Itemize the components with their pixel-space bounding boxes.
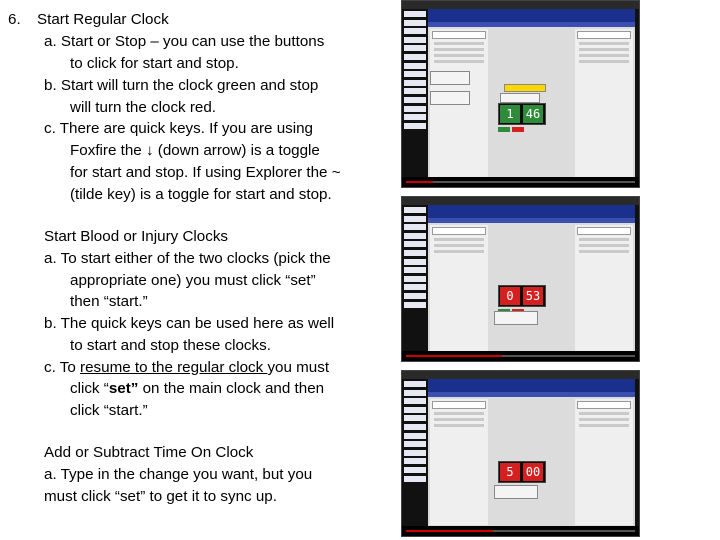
right-wrestler-panel xyxy=(575,399,633,525)
blood-time-box xyxy=(430,71,470,85)
blood-item-b: b. The quick keys can be used here as well xyxy=(44,315,335,332)
no-clear-jog-button[interactable] xyxy=(504,84,546,92)
clock-label-box xyxy=(500,93,540,103)
clock-seconds: 46 xyxy=(523,105,543,123)
time-item-a: a. Type in the change you want, but you xyxy=(44,466,313,483)
match-subheader xyxy=(428,218,635,223)
clock-minutes: 1 xyxy=(500,105,520,123)
blood-item-c-underlined: resume to the regular clock xyxy=(80,359,268,376)
time-adjust-box[interactable] xyxy=(494,485,538,499)
item-b-cont: will turn the clock red. xyxy=(70,99,217,116)
blood-item-c-cont1-lead: click “ xyxy=(70,380,109,397)
blood-item-b-cont: to start and stop these clocks. xyxy=(70,337,271,354)
screenshot-blood-clock xyxy=(401,196,640,362)
left-wrestler-panel xyxy=(430,399,488,525)
blood-item-a-cont1: appropriate one) you must click “set” xyxy=(70,272,316,289)
clock-minutes: 5 xyxy=(500,463,520,481)
blood-item-a: a. To start either of the two clocks (pick the xyxy=(44,250,331,267)
stop-button[interactable] xyxy=(512,127,524,132)
item-b: b. Start will turn the clock green and stop xyxy=(44,77,319,94)
video-progress[interactable] xyxy=(406,181,433,183)
main-clock xyxy=(498,103,546,125)
match-header xyxy=(428,9,635,22)
video-controls xyxy=(402,526,639,536)
window-titlebar xyxy=(402,371,639,379)
screenshot-adjust-time xyxy=(401,370,640,537)
blood-time-box xyxy=(494,311,538,325)
right-wrestler-panel xyxy=(575,29,633,179)
item-c-cont1: Foxfire the ↓ (down arrow) is a toggle xyxy=(70,142,320,159)
nav-menu xyxy=(404,11,426,131)
match-subheader xyxy=(428,392,635,397)
scoreboard-window xyxy=(428,205,635,351)
main-clock xyxy=(498,461,546,483)
blood-item-c-set-bold: set” xyxy=(108,380,139,397)
clock-seconds: 53 xyxy=(523,287,543,305)
item-a: a. Start or Stop – you can use the buttons xyxy=(44,33,325,50)
blood-item-a-cont2: then “start.” xyxy=(70,293,148,310)
clock-seconds: 00 xyxy=(523,463,543,481)
screenshot-regular-clock xyxy=(401,0,640,188)
window-titlebar xyxy=(402,1,639,9)
main-clock xyxy=(498,285,546,307)
heading-add-subtract-time: Add or Subtract Time On Clock xyxy=(44,444,254,461)
blood-item-c-cont2: click “start.” xyxy=(70,402,148,419)
item-c-cont3: (tilde key) is a toggle for start and stop. xyxy=(70,186,332,203)
video-progress[interactable] xyxy=(406,530,493,532)
match-subheader xyxy=(428,22,635,27)
blood-item-c-cont1 xyxy=(70,378,324,400)
match-header xyxy=(428,379,635,392)
heading-blood-injury-clocks: Start Blood or Injury Clocks xyxy=(44,228,229,245)
video-controls xyxy=(402,177,639,187)
item-c: c. There are quick keys. If you are using xyxy=(44,120,314,137)
section-number: 6. xyxy=(8,11,21,28)
heading-start-regular-clock: Start Regular Clock xyxy=(37,11,169,28)
time-item-a-cont: must click “set” to get it to sync up. xyxy=(44,488,277,505)
video-progress[interactable] xyxy=(406,355,502,357)
item-a-cont: to click for start and stop. xyxy=(70,55,239,72)
blood-item-c-cont1-tail: on the main clock and then xyxy=(138,380,325,397)
left-wrestler-panel xyxy=(430,225,488,351)
right-wrestler-panel xyxy=(575,225,633,351)
window-titlebar xyxy=(402,197,639,205)
nav-menu xyxy=(404,381,426,484)
clock-minutes: 0 xyxy=(500,287,520,305)
blood-item-c-tail: you must xyxy=(267,359,330,376)
item-c-cont2: for start and stop. If using Explorer the ~ xyxy=(70,164,341,181)
match-header xyxy=(428,205,635,218)
scoreboard-window xyxy=(428,379,635,526)
start-button[interactable] xyxy=(498,127,510,132)
scoreboard-window xyxy=(428,9,635,177)
nav-menu xyxy=(404,207,426,310)
blood-item-c xyxy=(44,357,329,379)
blood-item-c-lead: c. To xyxy=(44,359,81,376)
video-controls xyxy=(402,351,639,361)
injury-time-box xyxy=(430,91,470,105)
